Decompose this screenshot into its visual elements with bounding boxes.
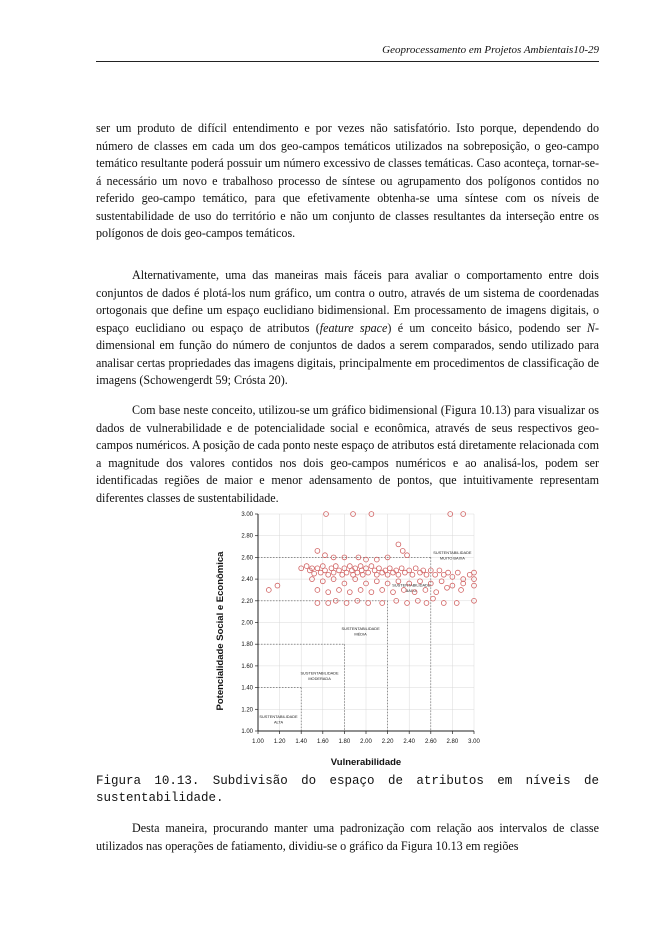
data-point [387, 566, 392, 571]
data-point [413, 566, 418, 571]
region-layer [258, 550, 472, 731]
x-tick-label: 2.20 [381, 739, 394, 745]
region-label: BAIXA [405, 588, 418, 594]
running-header [96, 44, 599, 56]
body-paragraph-4 [96, 820, 599, 855]
data-point [315, 601, 320, 606]
data-point [315, 548, 320, 553]
body-paragraph-1 [96, 120, 599, 243]
scatter-chart [210, 507, 496, 769]
data-point [344, 570, 349, 575]
data-point [266, 588, 271, 593]
data-point [431, 596, 436, 601]
data-point [326, 601, 331, 606]
y-tick-label: 1.00 [241, 729, 253, 735]
region-label: MÉDIA [354, 631, 367, 637]
region-label: SUSTENTABILIDADE [300, 670, 339, 676]
data-point [399, 566, 404, 571]
data-point [424, 572, 429, 577]
data-point [423, 588, 428, 593]
data-point [374, 579, 379, 584]
data-point [323, 553, 328, 558]
x-tick-label: 1.80 [338, 739, 351, 745]
data-point [333, 564, 338, 569]
header-rule [96, 61, 599, 62]
data-point [439, 579, 444, 584]
y-tick-label: 2.00 [241, 620, 253, 627]
x-tick-label: 1.60 [316, 739, 329, 745]
data-point [374, 572, 379, 577]
data-point [366, 570, 371, 575]
y-tick-label: 2.20 [241, 598, 253, 605]
data-point [446, 570, 451, 575]
region-group [258, 671, 339, 731]
data-point [410, 572, 415, 577]
y-tick-label: 1.60 [241, 663, 253, 670]
data-point [434, 590, 439, 595]
body-paragraph-2 [96, 267, 599, 390]
data-point [454, 601, 459, 606]
header-title: Geoprocessamento em Projetos Ambientais [382, 44, 574, 56]
data-point [312, 571, 317, 576]
region-label: SUSTENTABILIDADE [433, 550, 472, 556]
data-point [400, 548, 405, 553]
page-number: 10-29 [573, 44, 599, 56]
region-label: SUSTENTABILIDADE [392, 582, 431, 588]
figure-caption: Figura 10.13. Subdivisão do espaço de atributos em níveis de sustentabilidade. [96, 774, 599, 805]
region-label: SUSTENTABILIDADE [259, 713, 298, 719]
data-point [315, 566, 320, 571]
paragraph-text-part: ) é um conceito básico, podendo ser [387, 320, 587, 335]
x-tick-label: 3.00 [468, 739, 480, 745]
data-point [347, 590, 352, 595]
data-point [380, 588, 385, 593]
data-point [445, 585, 450, 590]
x-axis-label: Vulnerabilidade [330, 757, 402, 768]
y-tick-label: 2.60 [241, 555, 253, 562]
x-tick-label: 1.20 [273, 739, 286, 745]
y-tick-label: 1.80 [241, 642, 253, 649]
x-tick-label: 1.40 [295, 739, 308, 745]
data-point [366, 601, 371, 606]
data-point [391, 590, 396, 595]
data-point [437, 568, 442, 573]
y-axis-label: Potencialidade Social e Econômica [215, 551, 226, 711]
data-point [369, 590, 374, 595]
data-point [380, 601, 385, 606]
data-point [337, 568, 342, 573]
data-point [315, 588, 320, 593]
y-tick-label: 1.20 [241, 707, 253, 714]
paragraph-text [96, 267, 599, 390]
data-point [360, 572, 365, 577]
data-point [304, 564, 309, 569]
region-label: MODERADA [308, 676, 331, 682]
data-point [424, 601, 429, 606]
y-tick-label: 2.80 [241, 533, 253, 540]
data-point [374, 557, 379, 562]
feature-space-term: feature space [319, 320, 388, 335]
data-point [344, 601, 349, 606]
data-point [326, 572, 331, 577]
region-label: ALTA [273, 719, 284, 725]
data-point [337, 588, 342, 593]
data-point [455, 570, 460, 575]
y-tick-label: 3.00 [241, 512, 253, 518]
data-point [358, 588, 363, 593]
data-point [433, 572, 438, 577]
data-point [441, 601, 446, 606]
x-tick-label: 2.00 [360, 739, 372, 745]
data-point [396, 542, 401, 547]
y-tick-label: 2.40 [241, 577, 253, 584]
body-paragraph-3 [96, 402, 599, 507]
region-label: MUITO BAIXA [439, 555, 465, 561]
data-point [405, 553, 410, 558]
y-tick-label: 1.40 [241, 685, 253, 692]
data-point [323, 568, 328, 573]
paragraph-text: Com base neste conceito, utilizou-se um gráfico bidimensional (Figura 10.13) para visualizar os dados de vulnerabilidade e de potencialidade social e econômica, através de seus respectivos geo-campos numéricos. A posição de cada ponto neste espaço de atributos está diretamente relacionada com a magnitude dos valores contidos nos dois geo-campos numéricos e ao analisá-los, podem ser identificadas regiões de maior e menor adensamento de pontos, que intuitivamente representam diferentes classes de sustentabilidade. [96, 403, 599, 505]
x-tick-label: 2.80 [446, 739, 459, 745]
data-point [326, 590, 331, 595]
data-point [331, 570, 336, 575]
region-group [258, 550, 472, 731]
paragraph-text-part: Alternativamente, uma das maneiras mais fáceis para avaliar o comportamento entre dois conjuntos de dados é plotá-los num gráfico, um contra o outro, através de um sistema de coordenadas ortogonais que define um espaço euclidiano bidimensional. Em processamento de imagens digitais, o espaço euclidiano ou espaço de atributos ( [96, 268, 599, 335]
data-point [459, 588, 464, 593]
x-tick-label: 2.60 [424, 739, 437, 745]
grid-layer [258, 514, 474, 731]
data-point [377, 566, 382, 571]
paragraph-text: Desta maneira, procurando manter uma padronização com relação aos intervalos de classe utilizados nas operações de fatiamento, dividiu-se o gráfico da Figura 10.13 em regiões [96, 821, 599, 853]
data-point [396, 572, 401, 577]
paragraph-text-part: -dimensional em função do número de conjuntos de dados a serem comparados, sendo utilizado para analisar certas propriedades das imagens digitais, principalmente em procedimentos de classificação de imagens (Schowengerdt 59; Crósta 20). [96, 320, 599, 387]
x-tick-label: 1.00 [252, 739, 264, 745]
data-point [405, 601, 410, 606]
region-label: SUSTENTABILIDADE [341, 626, 380, 632]
x-tick-label: 2.40 [403, 739, 416, 745]
data-point [369, 564, 374, 569]
region-group [258, 714, 298, 731]
paragraph-text: ser um produto de difícil entendimento e por vezes não satisfatório. Isto porque, dependendo do número de classes em cada um dos geo-campos temáticos utilizados na sobreposição, o geo-campo temático resultante poderá possuir um número excessivo de classes temáticas. Caso aconteça, tornar-se-á necessário um novo e trabalhoso processo de síntese ou agrupamento dos polígonos contidos no referido geo-campo temático, para que efetivamente obtenha-se uma síntese com os níveis de sustentabilidade de uso do território e não um conjunto de classes resultantes da interseção entre os polígonos de dois geo-campos temáticos. [96, 121, 599, 240]
data-point [275, 583, 280, 588]
n-dimension-symbol: N [586, 320, 595, 335]
